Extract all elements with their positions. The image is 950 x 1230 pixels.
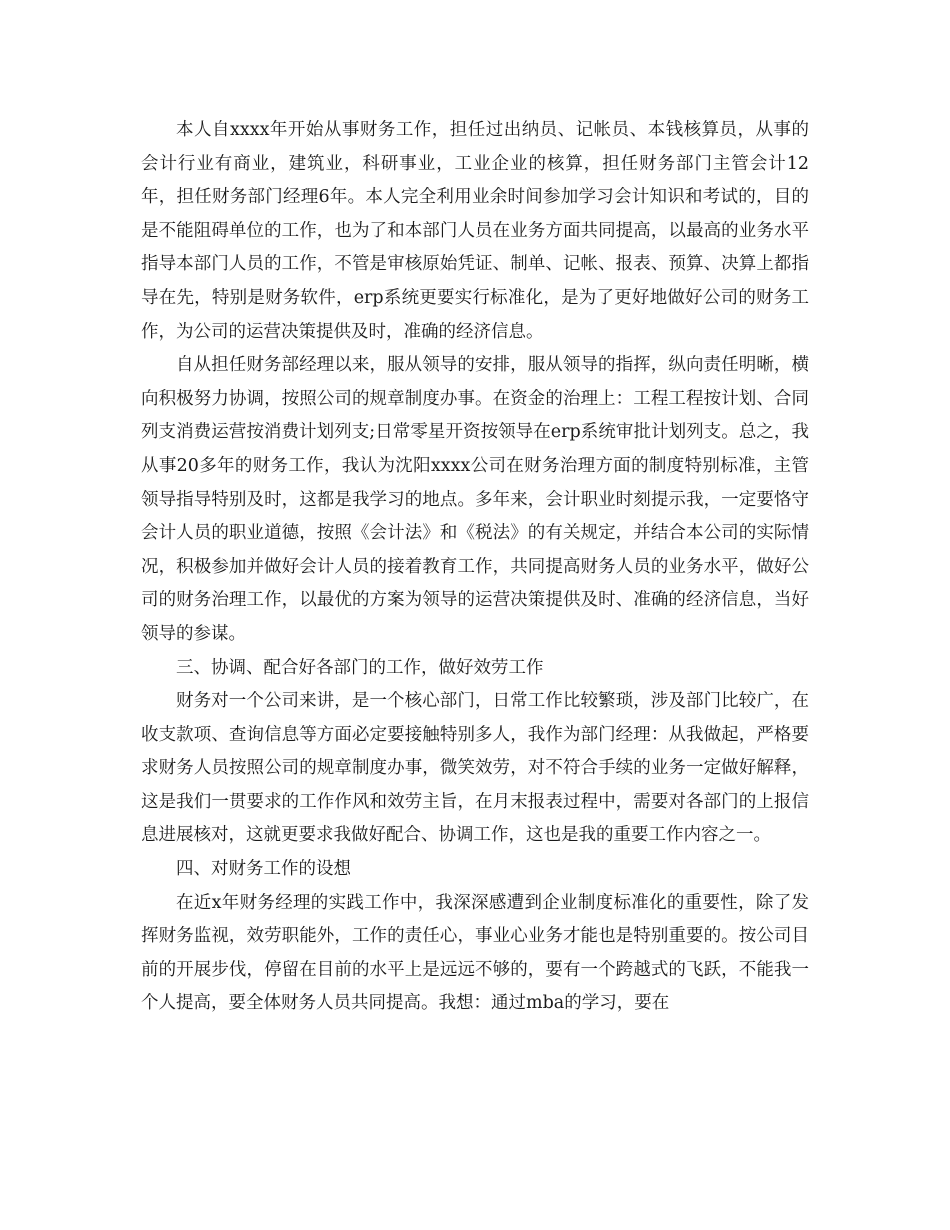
paragraph-experience: 本人自xxxx年开始从事财务工作，担任过出纳员、记帐员、本钱核算员，从事的会计行业有商业，建筑业，科研事业，工业企业的核算，担任财务部门主管会计12年，担任财务部门经理6年。本人完全利用业余时间参加学习会计知识和考试的，目的是不能阻碍单位的工作，也为了和本部门人员在业务方面共同提高，以最高的业务水平指导本部门人员的工作，不管是审核原始凭证、制单、记帐、报表、预算、决算上都指导在先，特别是财务软件，erp系统更要实行标准化，是为了更好地做好公司的财务工作，为公司的运营决策提供及时，准确的经济信息。 [141, 120, 809, 342]
paragraph-manager-duties: 自从担任财务部经理以来，服从领导的安排，服从领导的指挥，纵向责任明晰，横向积极努力协调，按照公司的规章制度办事。在资金的治理上：工程工程按计划、合同列支消费运营按消费计划列支;日常零星开资按领导在erp系统审批计划列支。总之，我从事20多年的财务工作，我认为沈阳xxxx公司在财务治理方面的制度特别标准，主管领导指导特别及时，这都是我学习的地点。多年来，会计职业时刻提示我，一定要恪守会计人员的职业道德，按照《会计法》和《税法》的有关规定，并结合本公司的实际情况，积极参加并做好会计人员的接着教育工作，共同提高财务人员的业务水平，做好公司的财务治理工作，以最优的方案为领导的运营决策提供及时、准确的经济信息，当好领导的参谋。 [141, 355, 809, 644]
section-heading-vision: 四、对财务工作的设想 [176, 859, 351, 880]
paragraph-coordination: 财务对一个公司来讲，是一个核心部门，日常工作比较繁琐，涉及部门比较广，在收支款项、查询信息等方面必定要接触特别多人，我作为部门经理：从我做起，严格要求财务人员按照公司的规章制度办事，微笑效劳，对不符合手续的业务一定做好解释，这是我们一贯要求的工作作风和效劳主旨，在月末报表过程中，需要对各部门的上报信息进展核对，这就更要求我做好配合、协调工作，这也是我的重要工作内容之一。 [141, 691, 809, 846]
paragraph-vision: 在近x年财务经理的实践工作中，我深深感遭到企业制度标准化的重要性，除了发挥财务监视，效劳职能外，工作的责任心，事业心业务才能也是特别重要的。按公司目前的开展步伐，停留在目前的水平上是远远不够的，要有一个跨越式的飞跃，不能我一个人提高，要全体财务人员共同提高。我想：通过mba的学习，要在 [141, 892, 809, 1014]
section-heading-coordination: 三、协调、配合好各部门的工作，做好效劳工作 [176, 657, 544, 678]
document-body [141, 114, 809, 1021]
